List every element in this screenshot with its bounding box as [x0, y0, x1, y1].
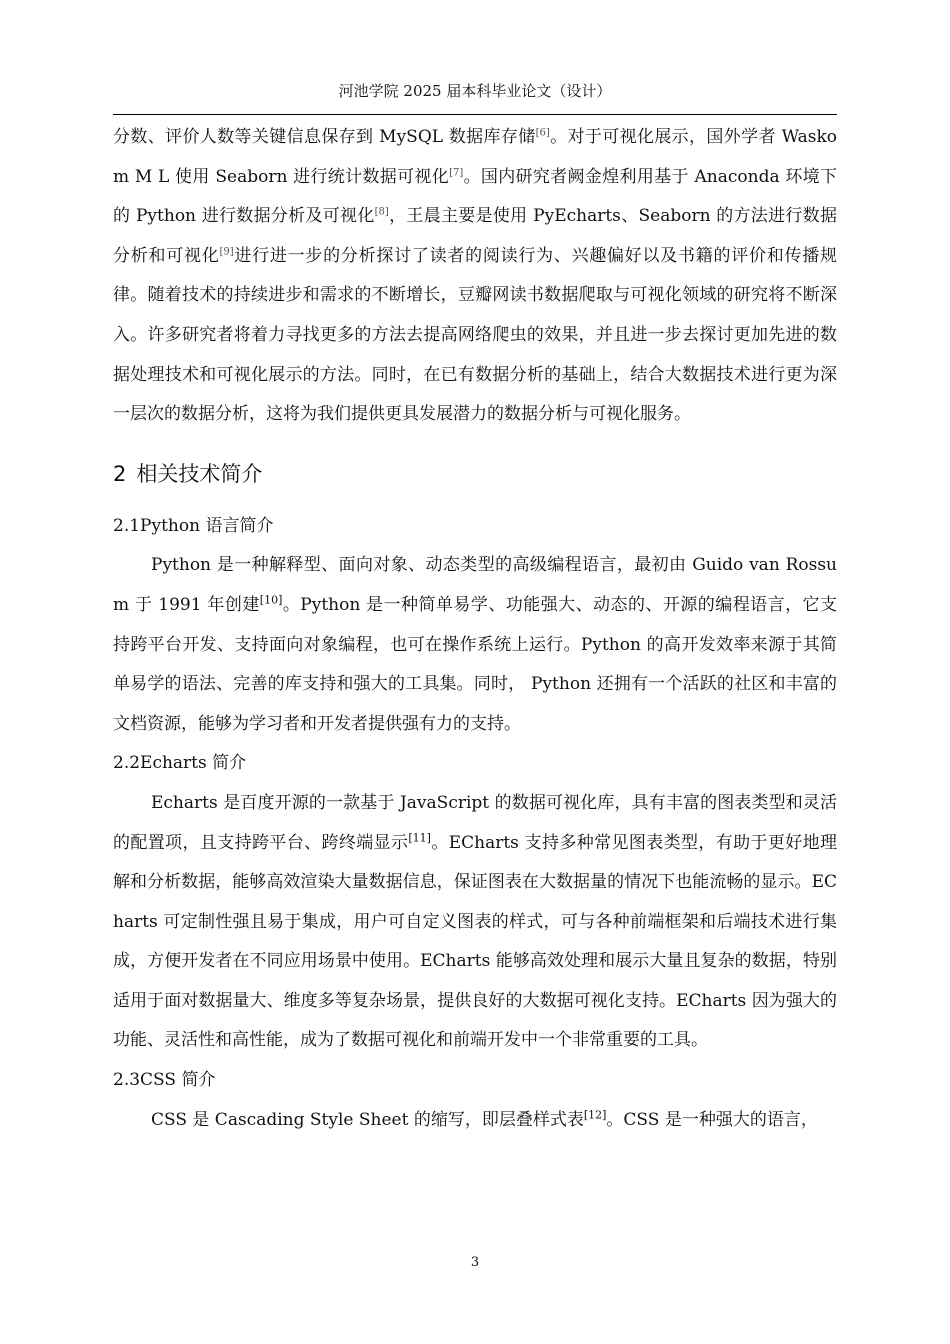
- citation-8[interactable]: [8]: [374, 206, 389, 218]
- header-rule: [113, 114, 837, 115]
- text-run: 进行进一步的分析探讨了读者的阅读行为、兴趣偏好以及书籍的评价和传播规律。随着技术的持续进步和需求的不断增长，豆瓣网读书数据爬取与可视化领域的研究将不断深入。许多研究者将着力寻找更多的方法去提高网络爬虫的效果，并且进一步去探讨更加先进的数据处理技术和可视化展示的方法。同时，在已有数据分析的基础上，结合大数据技术进行更为深一层次的数据分析，这将为我们提供更具发展潜力的数据分析与可视化服务。: [113, 245, 838, 425]
- text-run: 。国内研究者阙金煌利用基于 Anaconda 环境下的 Python 进行数据分析及可视化: [113, 166, 837, 227]
- running-header: 河池学院 2025 届本科毕业论文（设计）: [338, 82, 612, 100]
- citation-11[interactable]: [11]: [408, 830, 431, 844]
- section-heading-2-2: 2.2Echarts 简介: [113, 753, 247, 774]
- text-run: CSS 是 Cascading Style Sheet 的缩写，即层叠样式表: [151, 1109, 584, 1130]
- citation-9[interactable]: [9]: [219, 246, 234, 258]
- text-run: 。CSS 是一种强大的语言，: [606, 1109, 818, 1130]
- citation-10[interactable]: [10]: [259, 593, 283, 607]
- section-2-3-paragraph: [113, 1101, 837, 1141]
- citation-6[interactable]: [6]: [535, 127, 550, 139]
- citation-12[interactable]: [12]: [583, 1108, 607, 1121]
- section-heading-2-1: 2.1Python 语言简介: [113, 515, 274, 536]
- text-run: 分数、评价人数等关键信息保存到 MySQL 数据库存储: [113, 127, 536, 147]
- text-run: ，王晨主要是使用 PyEcharts、Seaborn 的方法进行数据分析和可视化: [113, 206, 837, 266]
- page-content: [113, 118, 837, 1140]
- section-2-1-paragraph: [113, 546, 837, 744]
- text-run: 。Python 是一种简单易学、功能强大、动态的、开源的编程语言，它支持跨平台开发、支持面向对象编程，也可在操作系统上运行。Python 的高开发效率来源于其简单易学的语法、完善的库支持和强大的工具集。同时， Python 还拥有一个活跃的社区和丰富的文档资源，能够为学习者和开发者提供强有力的支持。: [113, 594, 837, 734]
- page-number: 3: [470, 1255, 480, 1270]
- text-run: 。对于可视化展示，国外学者 Waskom M L 使用 Seaborn 进行统计数据可视化: [113, 127, 837, 187]
- text-run: Echarts 是百度开源的一款基于 JavaScript 的数据可视化库，具有丰富的图表类型和灵活的配置项，且支持跨平台、跨终端显示: [113, 792, 837, 853]
- text-run: Python 是一种解释型、面向对象、动态类型的高级编程语言，最初由 Guido van Rossum 于 1991 年创建: [113, 555, 837, 615]
- intro-continued-paragraph: [113, 118, 837, 435]
- chapter-number: 2: [113, 461, 127, 486]
- citation-7[interactable]: [7]: [449, 166, 464, 178]
- text-run: 。ECharts 支持多种常见图表类型，有助于更好地理解和分析数据，能够高效渲染大量数据信息，保证图表在大数据量的情况下也能流畅的显示。ECharts 可定制性强且易于集成，用户可自定义图表的样式，可与各种前端框架和后端技术进行集成，方便开发者在不同应用场景中使用。ECharts 能够高效处理和展示大量且复杂的数据，特别适用于面对数据量大、维度多等复杂场景，提供良好的大数据可视化支持。ECharts 因为强大的功能、灵活性和高性能，成为了数据可视化和前端开发中一个非常重要的工具。: [113, 832, 838, 1051]
- section-heading-2-3: 2.3CSS 简介: [113, 1070, 216, 1091]
- chapter-heading: [113, 457, 837, 491]
- section-2-2-paragraph: [113, 784, 837, 1061]
- chapter-title: 相关技术简介: [136, 461, 263, 486]
